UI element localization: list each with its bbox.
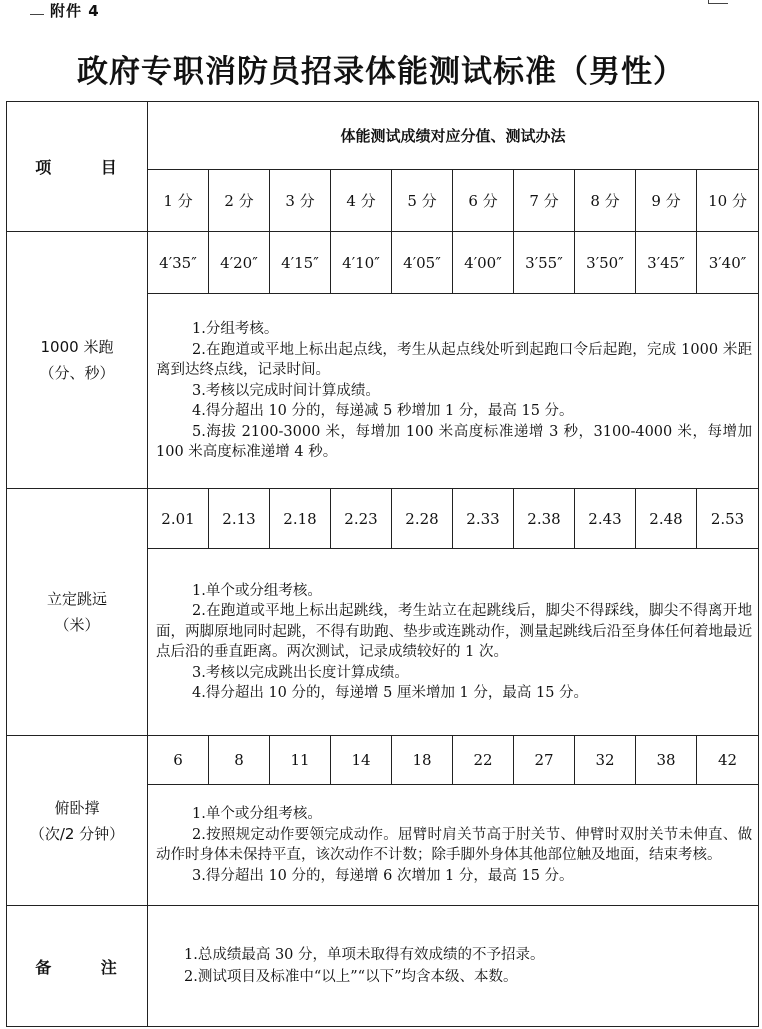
value-cell: 3′40″ [697, 232, 759, 294]
run-method [148, 294, 759, 489]
method-line: 1.单个或分组考核。 [192, 806, 322, 822]
value-cell: 27 [514, 736, 575, 785]
score-cell: 10 分 [697, 170, 759, 232]
item-header: 项 目 [7, 102, 148, 232]
method-line: 4.得分超出 10 分的，每递减 5 秒增加 1 分，最高 15 分。 [192, 403, 574, 420]
method-line: 2.在跑道或平地上标出起跳线，考生站立在起跳线后，脚尖不得踩线，脚尖不得离开地面，两脚原地同时起跳，不得有助跑、垫步或连跳动作，测量起跳线后沿至身体任何着地最近点后沿的垂直距离。两次测试，记录成绩较好的 1 次。 [156, 603, 753, 660]
item-pushup [7, 736, 148, 906]
score-cell: 1 分 [148, 170, 209, 232]
value-cell: 2.13 [209, 489, 270, 549]
value-cell: 4′00″ [453, 232, 514, 294]
score-cell: 5 分 [392, 170, 453, 232]
value-cell: 6 [148, 736, 209, 785]
jump-values-row [7, 489, 759, 549]
method-line: 2.在跑道或平地上标出起点线，考生从起点线处听到起跑口令后起跑，完成 1000 米距离到达终点线，记录时间。 [156, 341, 753, 379]
method-header: 体能测试成绩对应分值、测试办法 [148, 102, 759, 170]
item-run-name: 1000 米跑 [40, 338, 114, 356]
item-pushup-name: 俯卧撑 [54, 798, 100, 817]
value-cell: 4′15″ [270, 232, 331, 294]
notes [148, 906, 759, 1027]
value-cell: 18 [392, 736, 453, 785]
method-line: 3.考核以完成跳出长度计算成绩。 [192, 664, 409, 681]
score-cell: 2 分 [209, 170, 270, 232]
value-cell: 32 [575, 736, 636, 785]
value-cell: 3′50″ [575, 232, 636, 294]
item-run [7, 232, 148, 489]
item-jump-unit: （米） [54, 616, 100, 634]
value-cell: 2.18 [270, 489, 331, 549]
value-cell: 2.28 [392, 489, 453, 549]
value-cell: 22 [453, 736, 514, 785]
value-cell: 2.01 [148, 489, 209, 549]
notes-row [7, 906, 759, 1027]
jump-method [148, 549, 759, 736]
value-cell: 2.53 [697, 489, 759, 549]
item-jump-name: 立定跳远 [46, 590, 107, 608]
value-cell: 2.48 [636, 489, 697, 549]
fitness-standard-table [6, 101, 759, 1027]
note-line: 2.测试项目及标准中“以上”“以下”均含本级、本数。 [184, 969, 518, 985]
method-line: 3.考核以完成时间计算成绩。 [192, 382, 380, 399]
value-cell: 2.43 [575, 489, 636, 549]
run-values-row [7, 232, 759, 294]
score-cell: 3 分 [270, 170, 331, 232]
value-cell: 42 [697, 736, 759, 785]
value-cell: 4′35″ [148, 232, 209, 294]
score-cell: 7 分 [514, 170, 575, 232]
item-jump [7, 489, 148, 736]
note-header: 备 注 [7, 906, 148, 1027]
value-cell: 4′20″ [209, 232, 270, 294]
score-cell: 6 分 [453, 170, 514, 232]
method-line: 1.分组考核。 [192, 321, 279, 338]
value-cell: 3′45″ [636, 232, 697, 294]
method-line: 1.单个或分组考核。 [192, 582, 322, 599]
value-cell: 11 [270, 736, 331, 785]
method-line: 4.得分超出 10 分的，每递增 5 厘米增加 1 分，最高 15 分。 [192, 685, 589, 701]
scan-mark-right-line [708, 3, 728, 4]
value-cell: 14 [331, 736, 392, 785]
method-line: 5.海拔 2100-3000 米，每增加 100 米高度标准递增 3 秒，3100-4000 米，每增加 100 米高度标准递增 4 秒。 [156, 423, 753, 461]
value-cell: 4′05″ [392, 232, 453, 294]
note-line: 1.总成绩最高 30 分，单项未取得有效成绩的不予招录。 [184, 947, 545, 963]
item-pushup-unit: （次/2 分钟） [29, 824, 125, 843]
value-cell: 2.33 [453, 489, 514, 549]
value-cell: 4′10″ [331, 232, 392, 294]
value-cell: 38 [636, 736, 697, 785]
page-title: 政府专职消防员招录体能测试标准（男性） [77, 54, 685, 90]
attachment-label: 附件 4 [50, 2, 100, 20]
pushup-values-row [7, 736, 759, 785]
item-run-unit: （分、秒） [39, 364, 115, 382]
score-cell: 8 分 [575, 170, 636, 232]
score-cell: 4 分 [331, 170, 392, 232]
pushup-method [148, 785, 759, 906]
value-cell: 2.38 [514, 489, 575, 549]
value-cell: 8 [209, 736, 270, 785]
method-line: 2.按照规定动作要领完成动作。屈臂时肩关节高于肘关节、伸臂时双肘关节未伸直、做动作时身体未保持平直，该次动作不计数；除手脚外身体其他部位触及地面，结束考核。 [156, 826, 753, 863]
score-cell: 9 分 [636, 170, 697, 232]
value-cell: 3′55″ [514, 232, 575, 294]
scan-mark-left [30, 14, 44, 15]
value-cell: 2.23 [331, 489, 392, 549]
method-line: 3.得分超出 10 分的，每递增 6 次增加 1 分，最高 15 分。 [192, 867, 574, 884]
